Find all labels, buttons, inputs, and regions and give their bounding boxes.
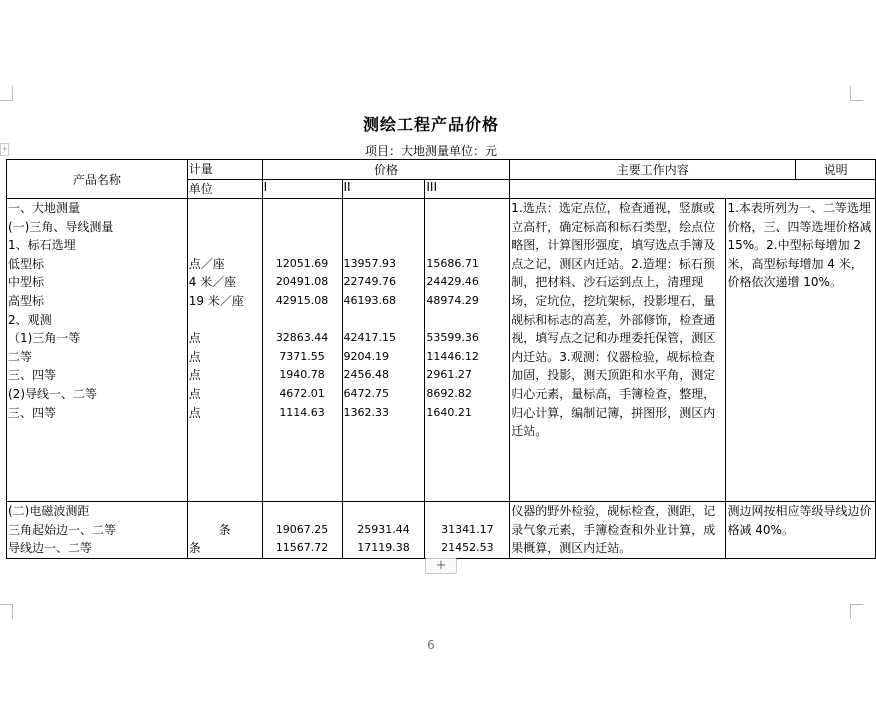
- row-price-3: 31341.17: [441, 522, 494, 536]
- row-price-3: [426, 502, 508, 521]
- row-price-3: [426, 236, 508, 255]
- header-unit: 单位: [187, 180, 262, 199]
- header-notes: 说明: [796, 160, 876, 180]
- row-name: 三角起始边一、二等: [8, 522, 117, 537]
- row-price-2: 2456.48: [343, 368, 390, 382]
- row-unit: [189, 199, 261, 218]
- add-row-button[interactable]: +: [425, 558, 457, 574]
- row-unit: [189, 502, 261, 521]
- header-grade-2: II: [342, 180, 425, 199]
- row-price-3: 21452.53: [441, 541, 494, 555]
- header-product-name: 产品名称: [7, 160, 188, 199]
- row-price-1: 32863.44: [275, 331, 329, 345]
- section2-price-2: [342, 502, 425, 559]
- row-price-1: 20491.08: [275, 275, 329, 289]
- section1-price-2: [342, 199, 425, 502]
- section2-price-3: [425, 502, 510, 559]
- row-price-2: 17119.38: [357, 541, 410, 555]
- row-price-1: 42915.08: [275, 293, 329, 307]
- row-price-3: 1640.21: [426, 405, 472, 419]
- row-price-1: [264, 199, 341, 218]
- section1-work: 1.选点：选定点位，检查通视，竖旗或立高杆，确定标高和标石类型，绘点位略图，计算图形强度，填写选点手簿及点之记，测区内迁站。2.造埋：标石预制，把材料、沙石运到点上，清理现场，定坑位，挖坑架标，投影埋石，量觇标和标志的高差，外部修饰，检查通视，填写点之记和办理委托保管，测区内迁站。3.观测：仪器检验，觇标检查加固，投影，测天顶距和水平角，测定归心元素，量标高，手簿检查，整理，归心计算，编制记簿，拼图形，测区内迁站。: [510, 199, 726, 502]
- row-price-2: [344, 311, 424, 330]
- row-price-3: 53599.36: [426, 331, 479, 345]
- page-corner-mark: [0, 86, 13, 101]
- document-subtitle: 项目：大地测量单位：元: [364, 144, 497, 158]
- row-price-1: 11567.72: [275, 541, 329, 555]
- section1-price-1: [262, 199, 342, 502]
- row-price-1: [264, 218, 341, 237]
- row-price-1: [264, 236, 341, 255]
- header-grade-1: I: [262, 180, 342, 199]
- header-price: 价格: [262, 160, 510, 180]
- row-unit: 条: [218, 522, 231, 537]
- row-price-3: 48974.29: [426, 293, 479, 307]
- row-name: 一、大地测量: [8, 201, 81, 215]
- row-price-1: 12051.69: [275, 256, 329, 270]
- page-corner-mark: [850, 604, 863, 619]
- row-name: 1、标石选埋: [8, 238, 76, 253]
- row-price-2: [344, 199, 424, 218]
- section1-notes: 1.本表所列为一、二等选埋价格，三、四等选埋价格减15%。2.中型标每增加 2 米，高型标每增加 4 米，价格依次递增 10%。: [726, 199, 876, 502]
- row-name: 低型标: [8, 256, 45, 271]
- row-unit: 点: [188, 368, 201, 383]
- page-corner-mark: [850, 86, 863, 101]
- section2-work: 仪器的野外检验，觇标检查，测距，记录气象元素，手簿检查和外业计算，成果概算，测区内迁站。: [510, 502, 726, 559]
- document-title: 测绘工程产品价格: [362, 115, 499, 134]
- row-unit: 条: [188, 541, 201, 556]
- row-name: 二等: [8, 349, 33, 364]
- row-name: 三、四等: [8, 368, 57, 383]
- page-corner-mark: [0, 604, 13, 619]
- row-price-1: 19067.25: [275, 522, 329, 536]
- section2-units: [187, 502, 262, 559]
- table-move-handle[interactable]: +: [0, 143, 9, 156]
- row-price-2: [344, 218, 424, 237]
- row-price-3: [426, 199, 508, 218]
- header-grade-3: III: [425, 180, 510, 199]
- row-name: (二)电磁波测距: [8, 504, 90, 518]
- row-unit: 19 米／座: [188, 293, 244, 308]
- row-name: 导线边一、二等: [8, 541, 93, 556]
- row-name: (一)三角、导线测量: [8, 219, 114, 234]
- row-unit: 点／座: [188, 256, 225, 271]
- row-unit: 点: [188, 331, 201, 346]
- row-price-1: [264, 502, 341, 521]
- row-price-2: [344, 502, 424, 521]
- row-price-2: 25931.44: [357, 522, 410, 536]
- row-name: （1)三角一等: [8, 331, 81, 346]
- header-work: 主要工作内容: [510, 160, 796, 180]
- row-price-3: 24429.46: [426, 275, 479, 289]
- section2-notes: 测边网按相应等级导线边价格减 40%。: [726, 502, 876, 559]
- row-price-3: 15686.71: [426, 256, 479, 270]
- row-price-2: 1362.33: [343, 405, 390, 419]
- section2-names: [7, 502, 188, 559]
- row-unit: 点: [188, 405, 201, 420]
- section1-price-3: [425, 199, 510, 502]
- row-price-1: 1940.78: [279, 368, 325, 382]
- row-unit: 点: [188, 349, 201, 364]
- section2-price-1: [262, 502, 342, 559]
- row-price-1: 4672.01: [279, 386, 325, 400]
- row-name: (2)导线一、二等: [8, 386, 97, 401]
- row-unit: [189, 236, 261, 255]
- row-price-3: [426, 311, 508, 330]
- row-name: 2、观测: [8, 312, 52, 327]
- row-price-2: 42417.15: [343, 331, 397, 345]
- section1-units: [187, 199, 262, 502]
- row-name: 中型标: [8, 275, 45, 290]
- page-number: 6: [427, 638, 435, 652]
- row-unit: [189, 311, 261, 330]
- header-blank: [510, 180, 876, 199]
- header-measure: 计量: [187, 160, 262, 180]
- row-price-2: 9204.19: [343, 349, 390, 363]
- section1-names: [7, 199, 188, 502]
- row-price-2: 6472.75: [343, 386, 390, 400]
- row-unit: 4 米／座: [188, 275, 237, 290]
- row-price-3: 8692.82: [426, 386, 472, 400]
- row-price-3: 11446.12: [426, 349, 479, 363]
- row-price-1: [264, 311, 341, 330]
- price-table: [6, 159, 876, 559]
- row-price-2: 13957.93: [343, 256, 397, 270]
- row-price-3: [426, 218, 508, 237]
- row-name: 三、四等: [8, 405, 57, 420]
- row-price-1: 1114.63: [279, 405, 325, 419]
- row-price-2: 22749.76: [343, 275, 397, 289]
- row-unit: 点: [188, 386, 201, 401]
- row-price-2: 46193.68: [343, 293, 397, 307]
- row-unit: [189, 218, 261, 237]
- row-price-3: 2961.27: [426, 368, 472, 382]
- row-name: 高型标: [8, 293, 45, 308]
- row-price-1: 7371.55: [279, 349, 325, 363]
- row-price-2: [344, 236, 424, 255]
